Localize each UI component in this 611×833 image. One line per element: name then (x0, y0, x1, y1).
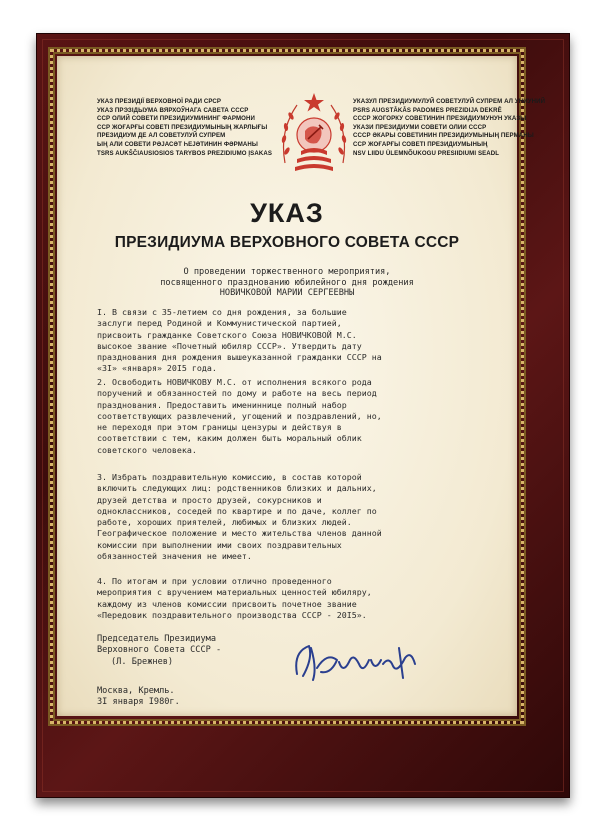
header-left-line: ПРЕЗИДИУМ ДЕ АЛ СОВЕТУЛУЙ СУПРЕМ (97, 132, 226, 140)
signatory-line: Верховного Совета СССР - (97, 645, 222, 656)
place-line: Москва, Кремль. (97, 686, 175, 696)
header-right-line: PSRS AUGSTĀKĀS PADOMES PREZIDIJA DEKRĒ (353, 106, 502, 114)
intro-line: НОВИЧКОВОЙ МАРИИ СЕРГЕЕВНЫ (219, 288, 355, 299)
text-line: 3. Избрать поздравительную комиссию, в состав которой (97, 472, 362, 482)
signatory-name: (Л. Брежнев) (111, 656, 174, 667)
header-right-line: NSV LIIDU ÜLEMNÕUKOGU PRESIIDIUMI SEADL (353, 149, 500, 157)
paragraph-3 (97, 472, 482, 562)
text-line: 2. Освободить НОВИЧКОВУ М.С. от исполнения всякого рода (97, 377, 372, 387)
date-line: 3I января I980г. (97, 697, 180, 708)
header-left-line: TSRS AUKŠČIAUSIOSIOS TARYBOS PREZIDIUMO ĮSAKAS (97, 149, 273, 157)
text-line: друзей детства и просто друзей, сокурсников и (97, 494, 322, 505)
header-left-multilingual (97, 98, 272, 158)
text-line: заслуги перед Родиной и Коммунистической партией, (97, 318, 342, 329)
text-line: одноклассников, соседей по квартире и по даче, коллег по (97, 505, 377, 516)
text-line: каждому из членов комиссии присвоить почетное звание (97, 598, 357, 609)
text-line: мероприятия с вручением материальных ценностей юбиляру, (97, 587, 372, 598)
signatory-block (97, 634, 221, 668)
text-line: празднования дня рождения вышеуказанной гражданки СССР на (97, 352, 382, 363)
paragraph-1 (97, 307, 482, 375)
text-line: не переходя при этом границы цензуры и действуя в (97, 422, 342, 433)
header-left-line: ССР ОЛИЙ СОВЕТИ ПРЕЗИДИУМИНИНГ ФАРМОНИ (97, 115, 255, 123)
text-line: I. В связи с 35-летием со дня рождения, за большие (97, 307, 347, 317)
handwritten-signature (279, 638, 439, 688)
header-right-line: СССР ӘКАРЫ СОВЕТИНИН ПРЕЗИДИУМЫНЫҢ ПЕРМАНЫ (353, 132, 534, 140)
text-line: работе, хороших приятелей, любимых и близких людей. (97, 517, 352, 528)
header-left-line: УКАЗ ПРЭЗІДЫУМА ВЯРХОЎНАГА САВЕТА СССР (97, 106, 249, 114)
header-left-line: ЫҢ АЛИ СОВЕТИ РӘЈАСӘТ ҺЕЈӘТИНИН ФӘРМАНЫ (97, 140, 258, 148)
header-right-line: УКАЗИ ПРЕЗИДИУМИ СОВЕТИ ОЛИИ СССР (353, 123, 487, 131)
header-left-line: ССР ЖОҒАРҒЫ СОВЕТІ ПРЕЗИДИУМЫНЫҢ ЖАРЛЫҒЫ (97, 123, 268, 131)
text-line: присвоить гражданке Советского Союза НОВИЧКОВОЙ М.С. (97, 329, 357, 340)
document-title: УКАЗ (250, 198, 324, 228)
intro-line: посвященного празднованию юбилейного дня рождения (160, 277, 414, 288)
text-line: «Передовик поздравительного производства СССР - 20I5». (97, 609, 367, 620)
header-right-multilingual (353, 98, 545, 158)
text-line: Географическое положение и место жительства членов данной (97, 528, 382, 539)
document-subtitle: ПРЕЗИДИУМА ВЕРХОВНОГО СОВЕТА СССР (114, 234, 460, 251)
header-right-line: УКАЗУЛ ПРЕЗИДИУМУЛУЙ СОВЕТУЛУЙ СУПРЕМ АЛ УНИУНИЙ (353, 98, 546, 105)
text-line: комиссии при выполнении ими своих поздравительных (97, 539, 342, 550)
text-line: высокое звание «Почетный юбиляр СССР». Утвердить дату (97, 340, 362, 351)
text-line: включить следующих лиц: родственников близких и дальних, (97, 483, 377, 494)
signatory-line: Председатель Президиума (97, 634, 216, 644)
text-line: соответствии с тем, каким должен быть моральный облик (97, 433, 362, 444)
place-date-block (97, 686, 180, 709)
text-line: «3I» «января» 20I5 года. (97, 363, 217, 374)
text-line: празднования. Предоставить имениннице полный набор (97, 399, 347, 410)
text-line: обязанностей значения не имеет. (97, 551, 252, 562)
intro-line: О проведении торжественного мероприятия, (183, 267, 391, 277)
ussr-emblem-icon (275, 91, 353, 177)
decree-intro (97, 267, 477, 299)
header-right-line: СССР ЖОГОРКУ СОВЕТИНИН ПРЕЗИДИУМУНУН УКАЗЫ (353, 115, 527, 123)
header-right-line: ССР ЖОҒАРҒЫ СОВЕТІ ПРЕЗИДИУМЫНЫҢ (353, 140, 488, 148)
text-line: поручений и обязанностей по дому и работе на весь период (97, 388, 377, 399)
header-left-line: УКАЗ ПРЕЗИДІЇ ВЕРХОВНОЇ РАДИ СРСР (97, 98, 222, 105)
text-line: 4. По итогам и при условии отлично проведенного (97, 576, 332, 586)
paragraph-4 (97, 576, 482, 621)
decree-document (57, 56, 546, 716)
text-line: соответствующих развлечений, угощений и поздравлений, но, (97, 410, 382, 421)
text-line: советского человека. (97, 444, 197, 455)
paragraph-2 (97, 377, 482, 456)
